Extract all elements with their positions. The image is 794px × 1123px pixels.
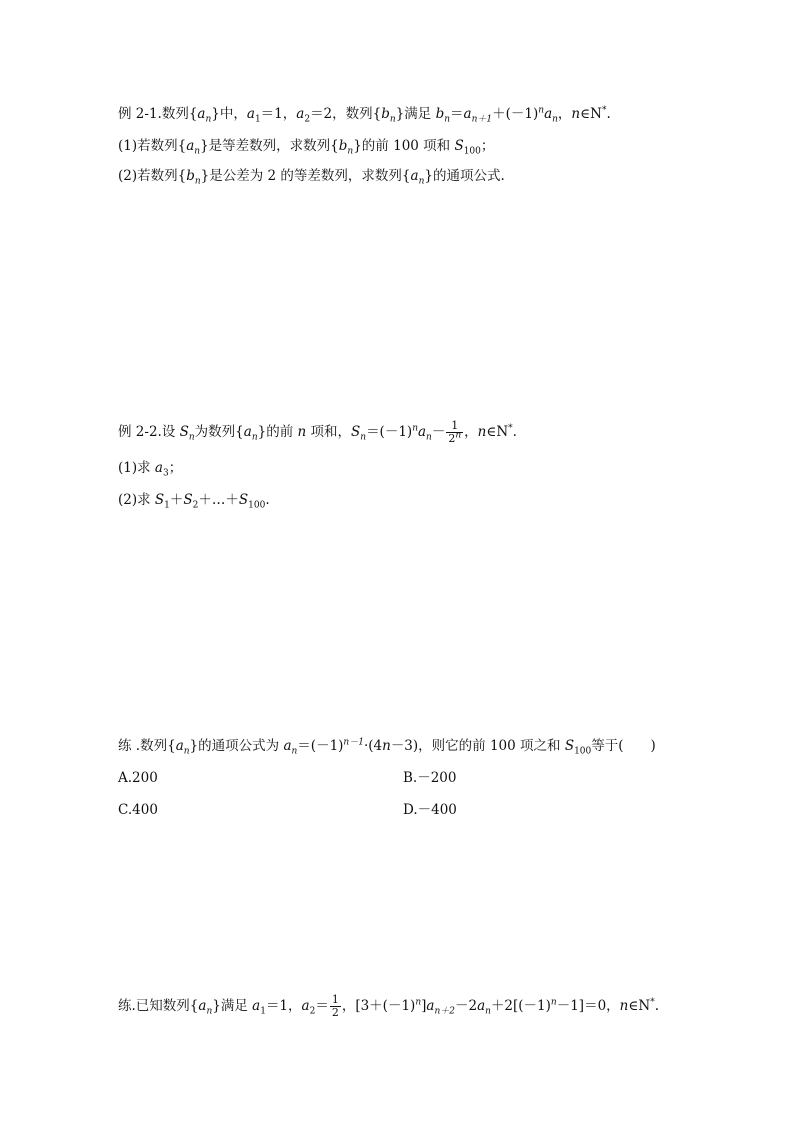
practice-label: 练 . (118, 738, 141, 754)
option-c[interactable]: C.400 (118, 802, 158, 818)
practice-1-statement: 练 .数列$\{a_n\}$的通项公式为 $a_n=(-1)^{n-1}\cdot(4n-3)$，则它的前 100 项之和 $S_{100}$等于( ) (118, 737, 656, 757)
example-2-2-statement: 例 2-2.设 $S_n$为数列$\{a_n\}$的前 n 项和，$S_n=(-1)^na_n-$ $\frac{1}{2^n}$ ，n∈N*. (118, 419, 517, 445)
option-b[interactable]: B.－200 (403, 770, 457, 786)
fraction: $\frac{1}{2^n}$ (448, 419, 462, 445)
example-2-1-question-2: (2)若数列$\{b_n\}$是公差为 2 的等差数列，求数列$\{a_n\}$的通项公式. (118, 168, 505, 187)
example-label: 例 2-2. (118, 424, 162, 440)
practice-label: 练. (118, 998, 136, 1014)
example-label: 例 2-1. (118, 106, 162, 122)
example-2-2-question-2: (2)求 $S_1+S_2+\dots+S_{100}$. (118, 492, 270, 511)
example-2-2-question-1: (1)求 $a_3$； (118, 460, 183, 479)
example-2-1-question-1: (1)若数列$\{a_n\}$是等差数列，求数列$\{b_n\}$的前 100 项和 $S_{100}$； (118, 138, 495, 157)
option-d[interactable]: D.－400 (403, 802, 457, 818)
example-2-1-statement: 例 2-1.数列$\{a_n\}$中，$a_1=1$，$a_2=2$，数列$\{b_n\}$满足 $b_n=a_{n+1}+(-1)^na_n$，n∈N*. (118, 105, 611, 125)
practice-2-statement: 练.已知数列$\{a_n\}$满足 $a_1=1$，$a_2=$ $\frac{1}{2}$ ，$[3+(-1)^n]a_{n+2}-2a_n+2[(-1)^n-1]=0$，n∈N*. (118, 993, 659, 1019)
fraction: $\frac{1}{2}$ (331, 993, 339, 1019)
option-a[interactable]: A.200 (118, 770, 158, 786)
